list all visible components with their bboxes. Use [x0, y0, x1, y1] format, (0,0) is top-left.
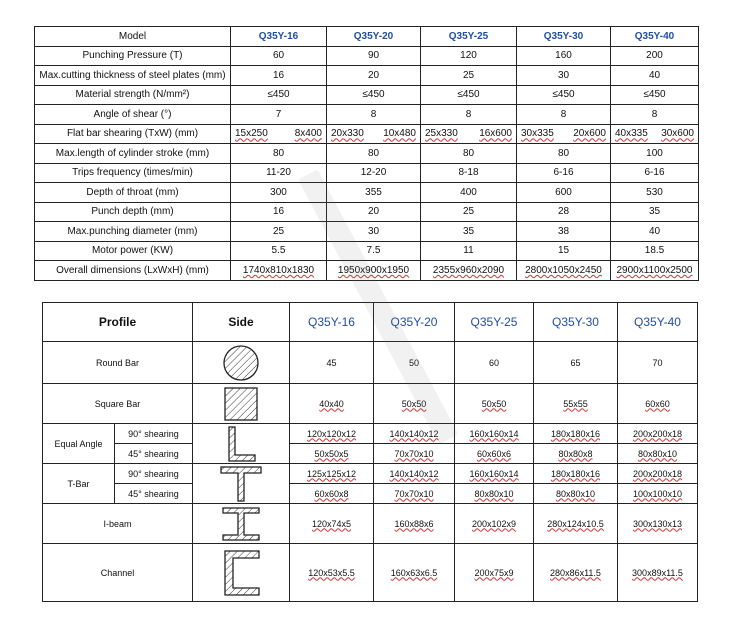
profile-cell: 60 — [455, 342, 534, 384]
profile-cell — [374, 504, 455, 544]
profile-value: 60x60 — [645, 398, 670, 409]
profile-cell — [618, 544, 698, 602]
spec-row-label: Flat bar shearing (TxW) (mm) — [35, 124, 231, 144]
spec-row-label: Max.punching diameter (mm) — [35, 222, 231, 242]
profile-cell — [455, 424, 534, 444]
spec-cell: 160 — [517, 46, 611, 66]
flat-bar-value: 8x400 — [294, 128, 322, 140]
spec-cell: 35 — [421, 222, 517, 242]
spec-cell: 12-20 — [327, 163, 421, 183]
profile-label: Channel — [43, 544, 193, 602]
profile-cell — [618, 484, 698, 504]
spec-cell: 355 — [327, 183, 421, 203]
i-beam-icon — [193, 504, 290, 544]
spec-row — [35, 46, 699, 66]
profile-value: 120x120x12 — [306, 428, 357, 439]
spec-cell: 5.5 — [231, 241, 327, 261]
profile-row-channel — [43, 544, 698, 602]
profile-value: 200x200x18 — [632, 428, 683, 439]
spec-cell: 80 — [421, 144, 517, 164]
spec-cell: 20 — [327, 202, 421, 222]
profile-cell: 45 — [290, 342, 374, 384]
profile-cell — [534, 544, 618, 602]
flat-bar-value: 16x600 — [479, 128, 512, 140]
spec-cell: 600 — [517, 183, 611, 203]
flat-bar-value: 20x330 — [331, 128, 364, 140]
spec-cell: 530 — [611, 183, 699, 203]
profile-value: 50x50x5 — [314, 448, 349, 459]
sub-label: 90° shearing — [115, 464, 193, 484]
model-header: Q35Y-30 — [517, 27, 611, 47]
profile-value: 80x80x8 — [558, 448, 593, 459]
model-header: Q35Y-40 — [611, 27, 699, 47]
spec-cell: 8 — [517, 105, 611, 125]
profile-value: 180x180x16 — [550, 468, 601, 479]
flat-bar-value: 40x335 — [615, 128, 648, 140]
spec-cell: 25 — [421, 66, 517, 86]
profile-value: 80x80x10 — [555, 488, 596, 499]
profile-cell — [290, 464, 374, 484]
flat-bar-value: 30x600 — [661, 128, 694, 140]
profile-value: 55x55 — [563, 398, 588, 409]
profile-cell — [455, 464, 534, 484]
spec-cell: 20 — [327, 66, 421, 86]
profile-value: 60x60x8 — [314, 488, 349, 499]
profile-cell — [290, 424, 374, 444]
profile-value: 300x130x13 — [632, 518, 683, 529]
overall-dimension-value: 2800x1050x2450 — [525, 264, 602, 276]
spec-cell: ≤450 — [611, 85, 699, 105]
profile-value: 40x40 — [319, 398, 344, 409]
profile-label: I-beam — [43, 504, 193, 544]
spec-cell — [327, 124, 421, 144]
profile-value: 160x160x14 — [469, 428, 519, 439]
profile-value: 80x80x10 — [474, 488, 514, 499]
spec-cell: 8 — [611, 105, 699, 125]
spec-cell — [611, 124, 699, 144]
spec-cell: 400 — [421, 183, 517, 203]
spec-cell: ≤450 — [327, 85, 421, 105]
profile-value: 70x70x10 — [394, 448, 434, 459]
profile-value: 140x140x12 — [389, 468, 439, 479]
model-header: Q35Y-20 — [327, 27, 421, 47]
spec-row-label: Max.cutting thickness of steel plates (mm) — [35, 66, 231, 86]
profile-cell — [374, 464, 455, 484]
spec-cell: 18.5 — [611, 241, 699, 261]
profile-value: 200x75x9 — [474, 567, 514, 578]
profile-cell — [374, 484, 455, 504]
spec-cell — [327, 261, 421, 281]
profile-row-i-beam — [43, 504, 698, 544]
overall-dimension-value: 1740x810x1830 — [242, 264, 315, 276]
overall-dimension-value: 2355x960x2090 — [432, 264, 505, 276]
sub-label: 45° shearing — [115, 444, 193, 464]
spec-cell: 16 — [231, 66, 327, 86]
spec-cell: ≤450 — [231, 85, 327, 105]
spec-cell: 60 — [231, 46, 327, 66]
profile-cell — [374, 444, 455, 464]
flat-bar-value: 30x335 — [521, 128, 554, 140]
profile-cell — [618, 464, 698, 484]
spec-cell: 30 — [517, 66, 611, 86]
profile-cell: 50 — [374, 342, 455, 384]
profile-value: 160x160x14 — [469, 468, 519, 479]
sub-label: 45° shearing — [115, 484, 193, 504]
profile-cell — [290, 384, 374, 424]
spec-cell: 15 — [517, 241, 611, 261]
spec-row — [35, 66, 699, 86]
spec-cell — [421, 261, 517, 281]
spec-cell: 8 — [327, 105, 421, 125]
profile-cell: 65 — [534, 342, 618, 384]
spec-cell: 11-20 — [231, 163, 327, 183]
round-bar-icon — [193, 342, 290, 384]
profile-value: 200x102x9 — [471, 518, 517, 529]
spec-row-label: Punch depth (mm) — [35, 202, 231, 222]
profile-cell — [290, 484, 374, 504]
spec-cell: 11 — [421, 241, 517, 261]
flat-bar-value: 15x250 — [235, 128, 268, 140]
spec-cell: 40 — [611, 222, 699, 242]
spec-cell: 40 — [611, 66, 699, 86]
spec-cell — [517, 124, 611, 144]
profile-cell: 70 — [618, 342, 698, 384]
spec-cell: 6-16 — [611, 163, 699, 183]
spec-cell — [517, 261, 611, 281]
spec-cell: ≤450 — [421, 85, 517, 105]
spec-cell: 16 — [231, 202, 327, 222]
profile-value: 60x60x6 — [476, 448, 512, 459]
spec-row-label: Punching Pressure (T) — [35, 46, 231, 66]
profile-header: Profile — [43, 303, 193, 342]
flat-bar-value: 10x480 — [383, 128, 416, 140]
spec-row — [35, 241, 699, 261]
spec-table — [34, 26, 699, 281]
flat-bar-value: 20x600 — [573, 128, 606, 140]
profile-cell — [455, 384, 534, 424]
profile-cell — [374, 544, 455, 602]
profile-table — [42, 302, 698, 602]
spec-row-label: Max.length of cylinder stroke (mm) — [35, 144, 231, 164]
profile-value: 50x50 — [481, 398, 507, 409]
profile-cell — [618, 424, 698, 444]
model-header: Q35Y-16 — [231, 27, 327, 47]
spec-cell: 6-16 — [517, 163, 611, 183]
profile-cell — [374, 424, 455, 444]
spec-header-label: Model — [35, 27, 231, 47]
profile-value: 120x74x5 — [311, 518, 352, 529]
profile-cell — [534, 484, 618, 504]
profile-value: 200x200x18 — [632, 468, 683, 479]
spec-cell: 30 — [327, 222, 421, 242]
profile-value: 280x86x11.5 — [550, 567, 601, 578]
profile-value: 140x140x12 — [389, 428, 439, 439]
spec-row — [35, 183, 699, 203]
spec-cell: 100 — [611, 144, 699, 164]
spec-cell: 25 — [421, 202, 517, 222]
profile-value: 70x70x10 — [394, 488, 434, 499]
spec-row — [35, 163, 699, 183]
profile-label: Equal Angle — [43, 424, 115, 464]
profile-value: 125x125x12 — [306, 468, 357, 479]
profile-row-equal-angle-45 — [43, 444, 698, 464]
spec-cell: 35 — [611, 202, 699, 222]
profile-value: 80x80x10 — [637, 448, 678, 459]
channel-icon — [193, 544, 290, 602]
profile-value: 300x89x11.5 — [632, 567, 683, 578]
spec-cell: 38 — [517, 222, 611, 242]
profile-row-t-bar-90 — [43, 464, 698, 484]
profile-cell — [618, 384, 698, 424]
spec-header-row — [35, 27, 699, 47]
model-header: Q35Y-30 — [534, 303, 618, 342]
flat-bar-value: 25x330 — [425, 128, 458, 140]
spec-row-label: Material strength (N/mm²) — [35, 85, 231, 105]
spec-cell — [231, 124, 327, 144]
spec-cell — [611, 261, 699, 281]
spec-cell: 8-18 — [421, 163, 517, 183]
profile-value: 180x180x16 — [550, 428, 601, 439]
profile-cell — [534, 444, 618, 464]
profile-cell — [455, 544, 534, 602]
spec-cell: 80 — [517, 144, 611, 164]
profile-row-t-bar-45 — [43, 484, 698, 504]
spec-row-label: Motor power (KW) — [35, 241, 231, 261]
spec-row — [35, 261, 699, 281]
t-bar-icon — [193, 464, 290, 504]
profile-value: 160x63x6.5 — [390, 567, 438, 578]
spec-cell — [421, 124, 517, 144]
profile-cell — [455, 484, 534, 504]
spec-row — [35, 105, 699, 125]
overall-dimension-value: 2900x1100x2500 — [616, 264, 693, 276]
profile-value: 280x124x10.5 — [547, 518, 604, 529]
spec-cell: 25 — [231, 222, 327, 242]
spec-row-label: Trips frequency (times/min) — [35, 163, 231, 183]
model-header: Q35Y-16 — [290, 303, 374, 342]
model-header: Q35Y-25 — [455, 303, 534, 342]
profile-cell — [290, 444, 374, 464]
spec-row-label: Overall dimensions (LxWxH) (mm) — [35, 261, 231, 281]
spec-cell: 120 — [421, 46, 517, 66]
square-bar-icon — [193, 384, 290, 424]
profile-cell — [374, 384, 455, 424]
profile-value: 100x100x10 — [632, 488, 683, 499]
spec-row — [35, 124, 699, 144]
profile-value: 160x88x6 — [394, 518, 434, 529]
model-header: Q35Y-40 — [618, 303, 698, 342]
profile-row-square-bar — [43, 384, 698, 424]
profile-row-round-bar — [43, 342, 698, 384]
profile-cell — [618, 504, 698, 544]
equal-angle-icon — [193, 424, 290, 464]
model-header: Q35Y-25 — [421, 27, 517, 47]
profile-row-equal-angle-90 — [43, 424, 698, 444]
spec-cell: 200 — [611, 46, 699, 66]
spec-cell — [231, 261, 327, 281]
spec-cell: 28 — [517, 202, 611, 222]
profile-cell — [455, 504, 534, 544]
overall-dimension-value: 1950x900x1950 — [337, 264, 410, 276]
profile-cell — [618, 444, 698, 464]
spec-row — [35, 85, 699, 105]
profile-cell — [534, 464, 618, 484]
profile-cell — [290, 504, 374, 544]
profile-cell — [534, 384, 618, 424]
profile-cell — [534, 424, 618, 444]
spec-row — [35, 202, 699, 222]
profile-header-row — [43, 303, 698, 342]
sub-label: 90° shearing — [115, 424, 193, 444]
spec-cell: 300 — [231, 183, 327, 203]
model-header: Q35Y-20 — [374, 303, 455, 342]
profile-label: Square Bar — [43, 384, 193, 424]
spec-row — [35, 222, 699, 242]
profile-label: Round Bar — [43, 342, 193, 384]
spec-row-label: Angle of shear (°) — [35, 105, 231, 125]
profile-cell — [455, 444, 534, 464]
spec-cell: 8 — [421, 105, 517, 125]
spec-cell: ≤450 — [517, 85, 611, 105]
spec-cell: 7.5 — [327, 241, 421, 261]
spec-cell: 80 — [231, 144, 327, 164]
spec-cell: 7 — [231, 105, 327, 125]
spec-cell: 90 — [327, 46, 421, 66]
profile-value: 120x53x5.5 — [308, 567, 355, 578]
side-header: Side — [193, 303, 290, 342]
spec-row-label: Depth of throat (mm) — [35, 183, 231, 203]
profile-cell — [290, 544, 374, 602]
spec-row — [35, 144, 699, 164]
profile-cell — [534, 504, 618, 544]
spec-cell: 80 — [327, 144, 421, 164]
profile-label: T-Bar — [43, 464, 115, 504]
profile-value: 50x50 — [401, 398, 427, 409]
